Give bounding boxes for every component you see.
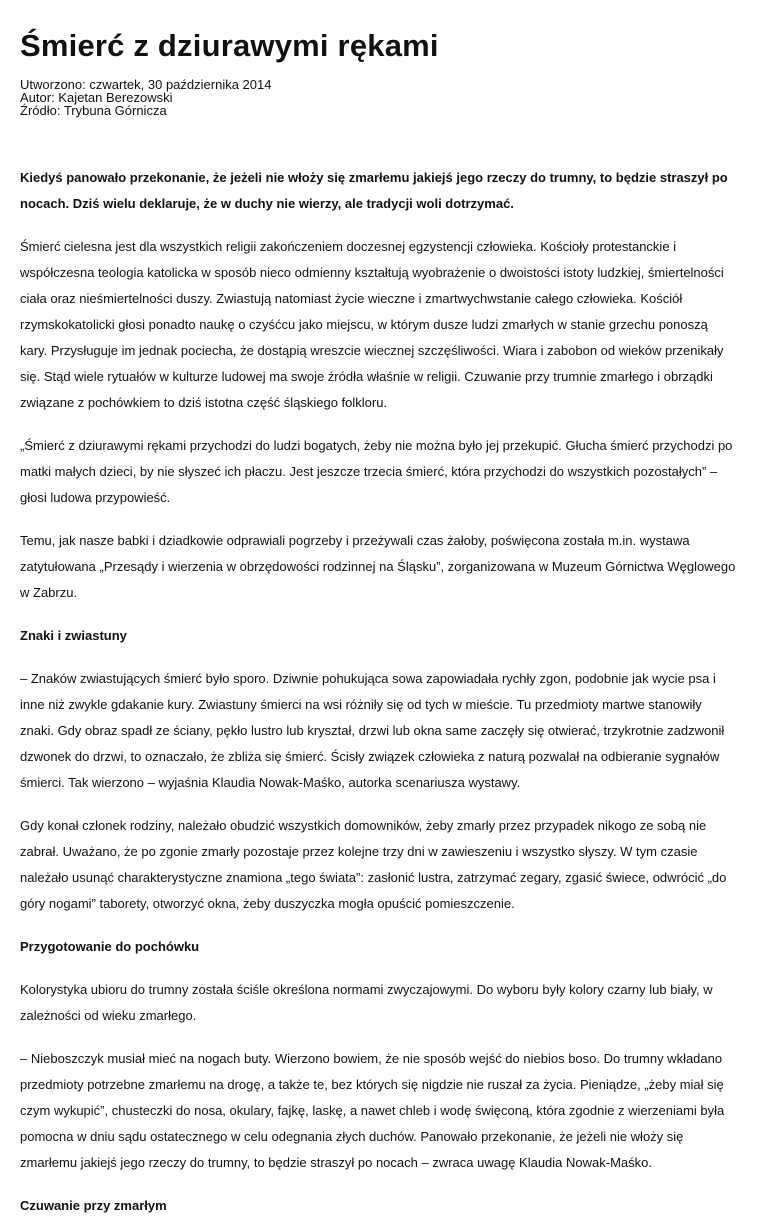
section-heading: Znaki i zwiastuny (20, 628, 127, 643)
paragraph: – Nieboszczyk musiał mieć na nogach buty. Wierzono bowiem, że nie sposób wejść do niebios boso. Do trumny wkładano przedmioty potrzebne zmarłemu na drogę, a także te, bez których się nigdzie nie ruszał za życia. Pieniądze, „żeby miał się czym wykupić”, chusteczki do nosa, okulary, fajkę, laskę, a nawet chleb i wodę święconą, która zgodnie z wierzeniami była pomocna w dniu sądu ostatecznego w celu odegnania złych duchów. Panowało przekonanie, że jeżeli nie włoży się zmarłemu jakiejś jego rzeczy do trumny, to będzie straszył po nocach – zwraca uwagę Klaudia Nowak-Maśko. (20, 1051, 725, 1170)
article-meta (20, 78, 736, 117)
page-title: Śmierć z dziurawymi rękami (20, 28, 439, 63)
paragraph: – Znaków zwiastujących śmierć było sporo. Dziwnie pohukująca sowa zapowiadała rychły zgon, podobnie jak wycie psa i inne niż zwykle gdakanie kury. Zwiastuny śmierci na wsi różniły się od tych w mieście. Tu przedmioty martwe stanowiły znaki. Gdy obraz spadł ze ściany, pękło lustro lub kryształ, drzwi lub okna same zaczęły się otwierać, trzykrotnie zadzwonił dzwonek do drzwi, to oznaczało, że zbliża się śmierć. Ścisły związek człowieka z naturą pozwalał na odbieranie sygnałów śmierci. Tak wierzono – wyjaśnia Klaudia Nowak-Maśko, autorka scenariusza wystawy. (20, 671, 725, 790)
paragraph: Gdy konał członek rodziny, należało obudzić wszystkich domowników, żeby zmarły przez przypadek nikogo ze sobą nie zabrał. Uważano, że po zgonie zmarły pozostaje przez kolejne trzy dni w zawieszeniu i wszystko słyszy. W tym czasie należało usunąć charakterystyczne znamiona „tego świata”: zasłonić lustra, zatrzymać zegary, zgasić świece, odwrócić „do góry nogami” taborety, otworzyć okna, żeby duszyczka mogła opuścić pomieszczenie. (20, 818, 727, 911)
paragraph: Śmierć cielesna jest dla wszystkich religii zakończeniem doczesnej egzystencji człowieka. Kościoły protestanckie i współczesna teologia katolicka w sposób nieco odmienny kształtują wyobrażenie o dwoistości istoty ludzkiej, śmiertelności ciała oraz nieśmiertelności duszy. Zwiastują natomiast życie wieczne i zmartwychwstanie całego człowieka. Kościół rzymskokatolicki głosi ponadto naukę o czyśćcu jako miejscu, w którym dusze ludzi zmarłych w stanie grzechu ponoszą kary. Przysługuje im jednak pociecha, że dostąpią wreszcie wiecznej szczęśliwości. Wiara i zabobon od wieków przenikały się. Stąd wiele rytuałów w kulturze ludowej ma swoje źródła właśnie w religii. Czuwanie przy trumnie zmarłego i obrządki związane z pochówkiem to dziś istotna część śląskiego folkloru. (20, 239, 724, 410)
lead-paragraph: Kiedyś panowało przekonanie, że jeżeli nie włoży się zmarłemu jakiejś jego rzeczy do trumny, to będzie straszył po nocach. Dziś wielu deklaruje, że w duchy nie wierzy, ale tradycji woli dotrzymać. (20, 170, 728, 211)
source: Źródło: Trybuna Górnicza (20, 103, 167, 118)
paragraph: Kolorystyka ubioru do trumny została ściśle określona normami zwyczajowymi. Do wyboru były kolory czarny lub biały, w zależności od wieku zmarłego. (20, 982, 713, 1023)
section-heading: Czuwanie przy zmarłym (20, 1198, 167, 1213)
paragraph: „Śmierć z dziurawymi rękami przychodzi do ludzi bogatych, żeby nie można było jej przekupić. Głucha śmierć przychodzi po matki małych dzieci, by nie słyszeć ich płaczu. Jest jeszcze trzecia śmierć, która przychodzi do wszystkich pozostałych” – głosi ludowa przypowieść. (20, 438, 733, 505)
created-date: Utworzono: czwartek, 30 października 2014 (20, 77, 272, 92)
paragraph: Temu, jak nasze babki i dziadkowie odprawiali pogrzeby i przeżywali czas żałoby, poświęcona została m.in. wystawa zatytułowana „Przesądy i wierzenia w obrzędowości rodzinnej na Śląsku”, zorganizowana w Muzeum Górnictwa Węglowego w Zabrzu. (20, 533, 736, 600)
section-heading: Przygotowanie do pochówku (20, 939, 200, 954)
author: Autor: Kajetan Berezowski (20, 90, 173, 105)
